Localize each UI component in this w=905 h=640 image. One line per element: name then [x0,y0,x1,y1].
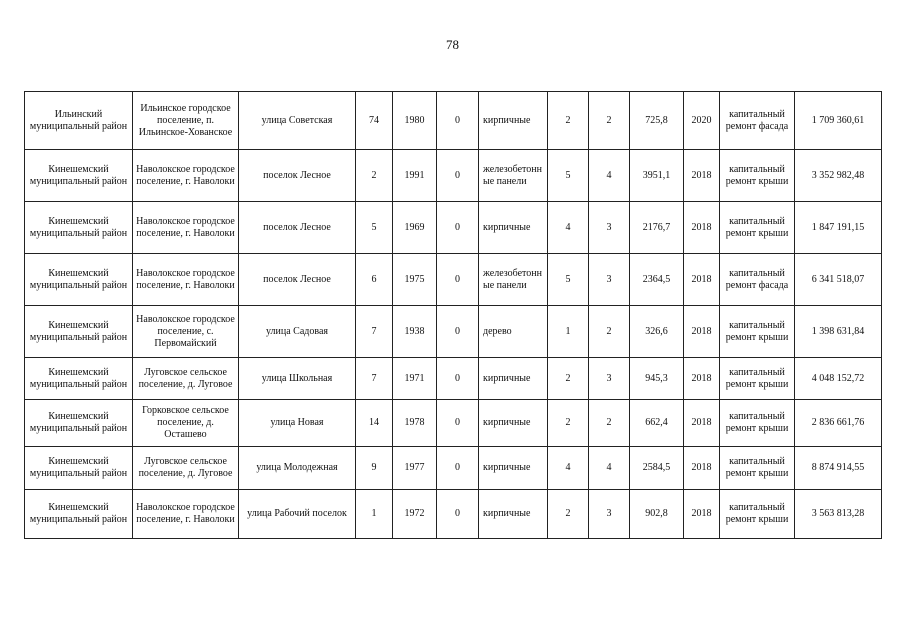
house-cell: 6 [356,254,393,306]
zero-cell: 0 [437,400,479,447]
housing-repair-table [24,91,882,539]
settlement-cell: Луговское сельское поселение, д. Луговое [133,447,239,490]
settlement-cell: Наволокское городское поселение, г. Наволоки [133,254,239,306]
zero-cell: 0 [437,490,479,539]
district-cell: Кинешемский муниципальный район [25,306,133,358]
street-cell: поселок Лесное [239,202,356,254]
settlement-cell: Наволокское городское поселение, г. Наволоки [133,490,239,539]
plan-year-cell: 2018 [684,400,720,447]
table-row [25,400,882,447]
floors-cell: 2 [548,358,589,400]
plan-year-cell: 2018 [684,254,720,306]
work-cell: капитальный ремонт фасада [720,92,795,150]
walls-cell: кирпичные [479,490,548,539]
entrances-cell: 4 [589,447,630,490]
entrances-cell: 3 [589,254,630,306]
table-row [25,254,882,306]
zero-cell: 0 [437,92,479,150]
work-cell: капитальный ремонт крыши [720,490,795,539]
cost-cell: 3 563 813,28 [795,490,882,539]
house-cell: 14 [356,400,393,447]
floors-cell: 2 [548,92,589,150]
zero-cell: 0 [437,358,479,400]
house-cell: 2 [356,150,393,202]
table-body [25,92,882,539]
street-cell: поселок Лесное [239,254,356,306]
district-cell: Кинешемский муниципальный район [25,358,133,400]
floors-cell: 4 [548,202,589,254]
district-cell: Кинешемский муниципальный район [25,447,133,490]
cost-cell: 1 398 631,84 [795,306,882,358]
floors-cell: 2 [548,490,589,539]
work-cell: капитальный ремонт крыши [720,400,795,447]
area-cell: 902,8 [630,490,684,539]
settlement-cell: Наволокское городское поселение, с. Первомайский [133,306,239,358]
floors-cell: 5 [548,150,589,202]
plan-year-cell: 2018 [684,306,720,358]
year-cell: 1969 [393,202,437,254]
plan-year-cell: 2018 [684,447,720,490]
plan-year-cell: 2020 [684,92,720,150]
cost-cell: 4 048 152,72 [795,358,882,400]
street-cell: улица Новая [239,400,356,447]
settlement-cell: Наволокское городское поселение, г. Наволоки [133,150,239,202]
work-cell: капитальный ремонт фасада [720,254,795,306]
entrances-cell: 2 [589,400,630,447]
table-row [25,306,882,358]
table-row [25,150,882,202]
street-cell: улица Советская [239,92,356,150]
district-cell: Ильинский муниципальный район [25,92,133,150]
cost-cell: 6 341 518,07 [795,254,882,306]
cost-cell: 3 352 982,48 [795,150,882,202]
entrances-cell: 3 [589,490,630,539]
cost-cell: 1 709 360,61 [795,92,882,150]
street-cell: улица Школьная [239,358,356,400]
area-cell: 2176,7 [630,202,684,254]
year-cell: 1977 [393,447,437,490]
district-cell: Кинешемский муниципальный район [25,254,133,306]
walls-cell: железобетонные панели [479,150,548,202]
work-cell: капитальный ремонт крыши [720,150,795,202]
area-cell: 662,4 [630,400,684,447]
work-cell: капитальный ремонт крыши [720,447,795,490]
year-cell: 1975 [393,254,437,306]
year-cell: 1980 [393,92,437,150]
house-cell: 7 [356,358,393,400]
area-cell: 326,6 [630,306,684,358]
zero-cell: 0 [437,150,479,202]
district-cell: Кинешемский муниципальный район [25,202,133,254]
cost-cell: 2 836 661,76 [795,400,882,447]
page-number: 78 [446,37,459,52]
house-cell: 74 [356,92,393,150]
area-cell: 945,3 [630,358,684,400]
work-cell: капитальный ремонт крыши [720,202,795,254]
area-cell: 2364,5 [630,254,684,306]
walls-cell: кирпичные [479,202,548,254]
area-cell: 3951,1 [630,150,684,202]
plan-year-cell: 2018 [684,202,720,254]
street-cell: улица Молодежная [239,447,356,490]
entrances-cell: 2 [589,92,630,150]
street-cell: улица Рабочий поселок [239,490,356,539]
floors-cell: 4 [548,447,589,490]
walls-cell: кирпичные [479,92,548,150]
work-cell: капитальный ремонт крыши [720,306,795,358]
floors-cell: 2 [548,400,589,447]
table-row [25,447,882,490]
entrances-cell: 3 [589,202,630,254]
settlement-cell: Ильинское городское поселение, п. Ильинское-Хованское [133,92,239,150]
area-cell: 2584,5 [630,447,684,490]
walls-cell: железобетонные панели [479,254,548,306]
zero-cell: 0 [437,306,479,358]
floors-cell: 5 [548,254,589,306]
house-cell: 9 [356,447,393,490]
district-cell: Кинешемский муниципальный район [25,400,133,447]
house-cell: 7 [356,306,393,358]
district-cell: Кинешемский муниципальный район [25,490,133,539]
zero-cell: 0 [437,202,479,254]
work-cell: капитальный ремонт крыши [720,358,795,400]
house-cell: 5 [356,202,393,254]
year-cell: 1972 [393,490,437,539]
year-cell: 1991 [393,150,437,202]
plan-year-cell: 2018 [684,358,720,400]
walls-cell: кирпичные [479,400,548,447]
cost-cell: 8 874 914,55 [795,447,882,490]
walls-cell: кирпичные [479,447,548,490]
walls-cell: кирпичные [479,358,548,400]
table-row [25,92,882,150]
year-cell: 1971 [393,358,437,400]
house-cell: 1 [356,490,393,539]
table-row [25,490,882,539]
floors-cell: 1 [548,306,589,358]
plan-year-cell: 2018 [684,490,720,539]
area-cell: 725,8 [630,92,684,150]
entrances-cell: 3 [589,358,630,400]
zero-cell: 0 [437,447,479,490]
entrances-cell: 2 [589,306,630,358]
year-cell: 1938 [393,306,437,358]
settlement-cell: Горковское сельское поселение, д. Осташево [133,400,239,447]
year-cell: 1978 [393,400,437,447]
table-row [25,202,882,254]
settlement-cell: Луговское сельское поселение, д. Луговое [133,358,239,400]
zero-cell: 0 [437,254,479,306]
entrances-cell: 4 [589,150,630,202]
plan-year-cell: 2018 [684,150,720,202]
cost-cell: 1 847 191,15 [795,202,882,254]
district-cell: Кинешемский муниципальный район [25,150,133,202]
settlement-cell: Наволокское городское поселение, г. Наволоки [133,202,239,254]
table-row [25,358,882,400]
street-cell: поселок Лесное [239,150,356,202]
walls-cell: дерево [479,306,548,358]
street-cell: улица Садовая [239,306,356,358]
